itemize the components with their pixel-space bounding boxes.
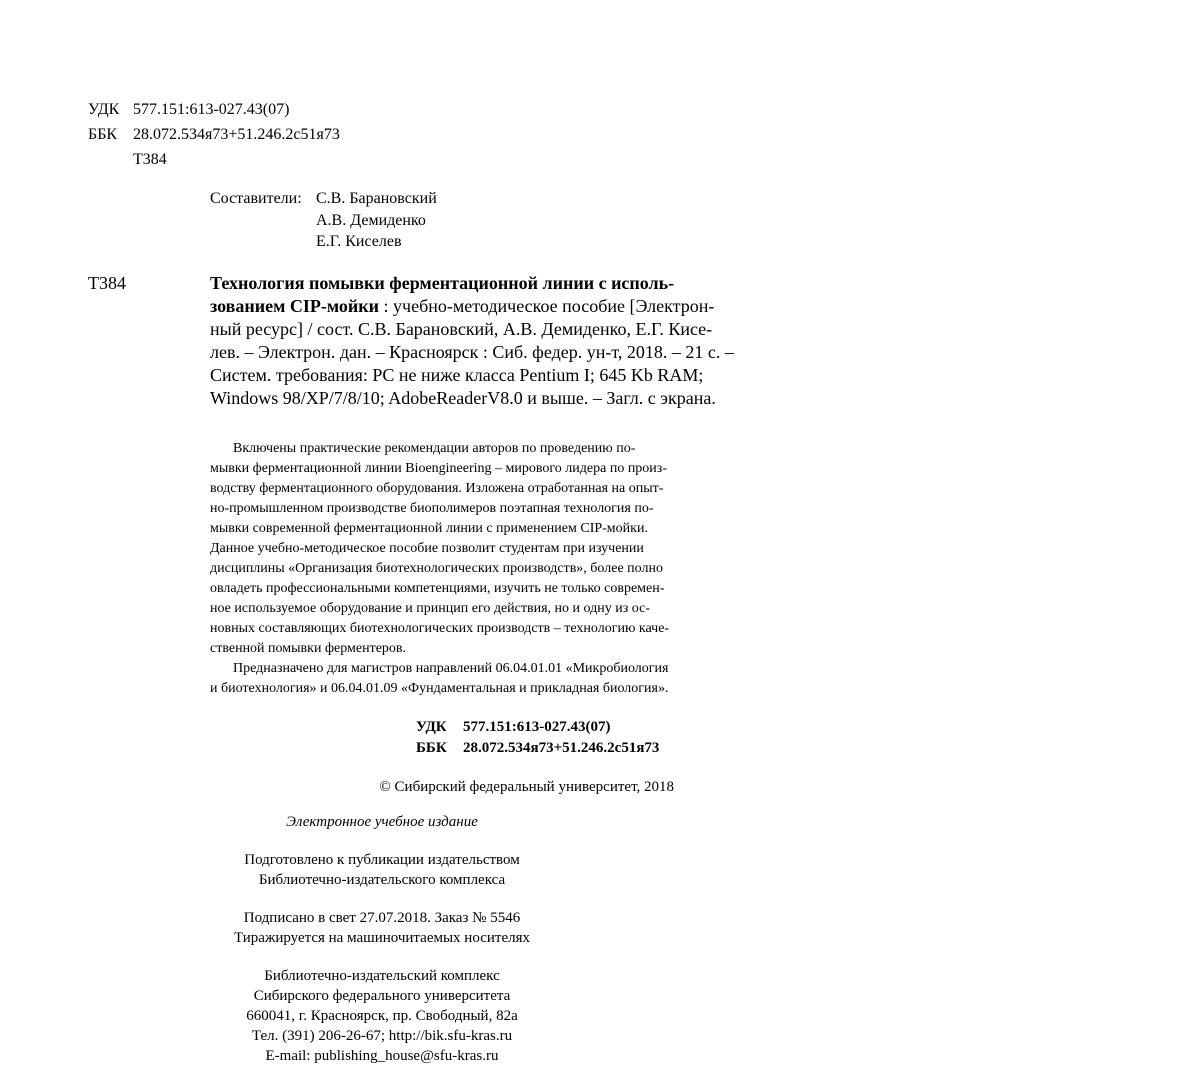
bib-line: ный ресурс] / сост. С.В. Барановский, А.В. Демиденко, Е.Г. Кисе- [210, 319, 713, 339]
classification-bbk-label: ББК [416, 740, 447, 756]
abstract-line: мывки ферментационной линии Bioengineering – мирового лидера по произ- [210, 461, 667, 476]
abstract-line: мывки современной ферментационной линии с применением CIP-мойки. [210, 521, 648, 536]
compiler-name: Е.Г. Киселев [316, 233, 402, 250]
publisher-phone: Тел. (391) 206-26-67; http://bik.sfu-kras.ru [251, 1028, 513, 1044]
header-udk-label: УДК [88, 101, 120, 118]
edition-type: Электронное учебное издание [286, 814, 478, 830]
abstract-line: дисциплины «Организация биотехнологических производств», более полно [210, 561, 663, 576]
abstract-line: водству ферментационного оборудования. Изложена отработанная на опыт- [210, 481, 664, 496]
publisher-email: E-mail: publishing_house@sfu-kras.ru [265, 1048, 499, 1064]
bib-line: Систем. требования: PC не ниже класса Pentium I; 645 Kb RAM; [210, 365, 704, 385]
abstract-line: ное используемое оборудование и принцип его действия, но и одну из ос- [210, 601, 650, 616]
signed-line: Подписано в свет 27.07.2018. Заказ № 5546 [243, 910, 521, 926]
bib-title-rest: : учебно-методическое пособие [Электрон- [379, 296, 715, 316]
signed-line: Тиражируется на машиночитаемых носителях [233, 930, 530, 946]
compiler-name: А.В. Демиденко [316, 212, 426, 229]
publisher-line: Сибирского федерального университета [253, 988, 511, 1004]
header-bbk-label: ББК [88, 126, 118, 143]
abstract-line: но-промышленном производстве биополимеров поэтапная технология по- [210, 501, 654, 516]
compiler-name: С.В. Барановский [316, 190, 437, 207]
bib-title-line1: Технология помывки ферментационной линии с исполь- [210, 273, 675, 293]
abstract-line: Включены практические рекомендации авторов по проведению по- [233, 441, 636, 456]
compilers-label: Составители: [210, 190, 302, 207]
abstract-line: овладеть профессиональными компетенциями, изучить не только современ- [210, 581, 665, 596]
classification-bbk-value: 28.072.534я73+51.246.2с51я73 [463, 740, 660, 756]
abstract-line: Данное учебно-методическое пособие позволит студентам при изучении [210, 541, 644, 556]
publisher-line: Библиотечно-издательский комплекс [264, 968, 500, 984]
header-author-mark: Т384 [133, 151, 167, 168]
classification-udk-value: 577.151:613-027.43(07) [463, 719, 611, 735]
bib-last-line: Windows 98/XP/7/8/10; AdobeReaderV8.0 и выше. – Загл. с экрана. [210, 388, 716, 408]
publisher-address: 660041, г. Красноярск, пр. Свободный, 82а [246, 1008, 518, 1024]
prepared-line: Библиотечно-издательского комплекса [258, 872, 506, 888]
purpose-line: Предназначено для магистров направлений 06.04.01.01 «Микробиология [233, 661, 669, 676]
classification-udk-label: УДК [416, 719, 447, 735]
bib-author-mark: Т384 [88, 273, 126, 293]
bib-line: лев. – Электрон. дан. – Красноярск : Сиб. федер. ун-т, 2018. – 21 с. – [210, 342, 734, 362]
header-udk [88, 101, 119, 119]
header-udk-value: 577.151:613-027.43(07) [133, 101, 290, 118]
purpose-line: и биотехнология» и 06.04.01.09 «Фундаментальная и прикладная биология». [210, 681, 669, 696]
header-bbk-value: 28.072.534я73+51.246.2с51я73 [133, 126, 340, 143]
copyright: © Сибирский федеральный университет, 2018 [379, 779, 674, 795]
prepared-line: Подготовлено к публикации издательством [244, 852, 520, 868]
abstract-line: новных составляющих биотехнологических производств – технологию каче- [210, 621, 670, 636]
abstract-last-line: ственной помывки ферментеров. [210, 641, 407, 656]
bib-title-line2 [210, 296, 715, 317]
bib-title-bold: зованием CIP-мойки [210, 296, 380, 316]
